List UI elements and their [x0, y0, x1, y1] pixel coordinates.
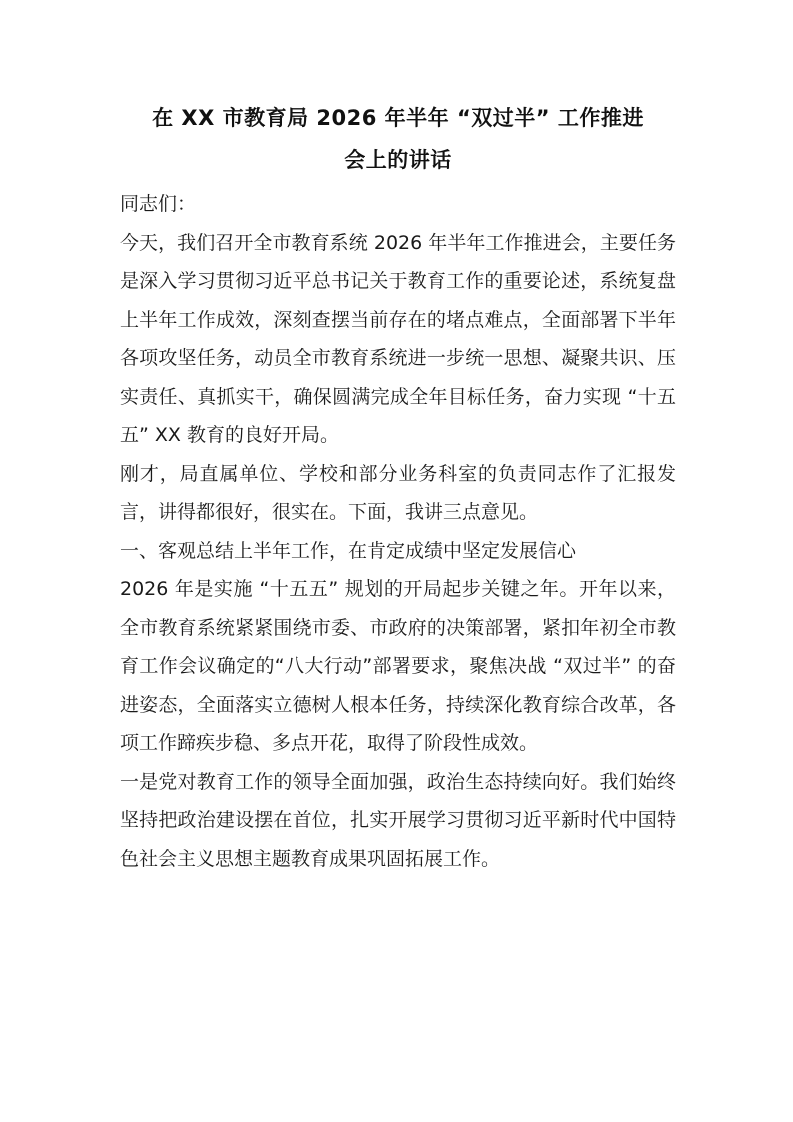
salutation: 同志们：	[120, 193, 197, 215]
section-heading-1: 一、客观总结上半年工作，在肯定成绩中坚定发展信心	[120, 539, 577, 562]
document-title-line-2: 会上的讲话	[344, 148, 452, 172]
paragraph-point-1: 一是党对教育工作的领导全面加强，政治生态持续向好。我们始终坚持把政治建设摆在首位，扎实开展学习贯彻习近平新时代中国特色社会主义思想主题教育成果巩固拓展工作。	[120, 770, 676, 870]
paragraph-section-1-overview: 2026 年是实施 “十五五” 规划的开局起步关键之年。开年以来，全市教育系统紧紧围绕市委、市政府的决策部署，紧扣年初全市教育工作会议确定的“八大行动”部署要求，聚焦决战 “双过半” 的奋进姿态，全面落实立德树人根本任务，持续深化教育综合改革，各项工作蹄疾步稳、多点开花，取得了阶段性成效。	[120, 578, 676, 754]
paragraph-transition: 刚才，局直属单位、学校和部分业务科室的负责同志作了汇报发言，讲得都很好，很实在。下面，我讲三点意见。	[120, 462, 676, 523]
document-title-line-1: 在 XX 市教育局 2026 年半年 “双过半” 工作推进	[152, 106, 644, 130]
paragraph-intro: 今天，我们召开全市教育系统 2026 年半年工作推进会，主要任务是深入学习贯彻习近平总书记关于教育工作的重要论述，系统复盘上半年工作成效，深刻查摆当前存在的堵点难点，全面部署下半年各项攻坚任务，动员全市教育系统进一步统一思想、凝聚共识、压实责任、真抓实干，确保圆满完成全年目标任务，奋力实现 “十五五” XX 教育的良好开局。	[120, 231, 676, 446]
document-body	[120, 185, 676, 878]
